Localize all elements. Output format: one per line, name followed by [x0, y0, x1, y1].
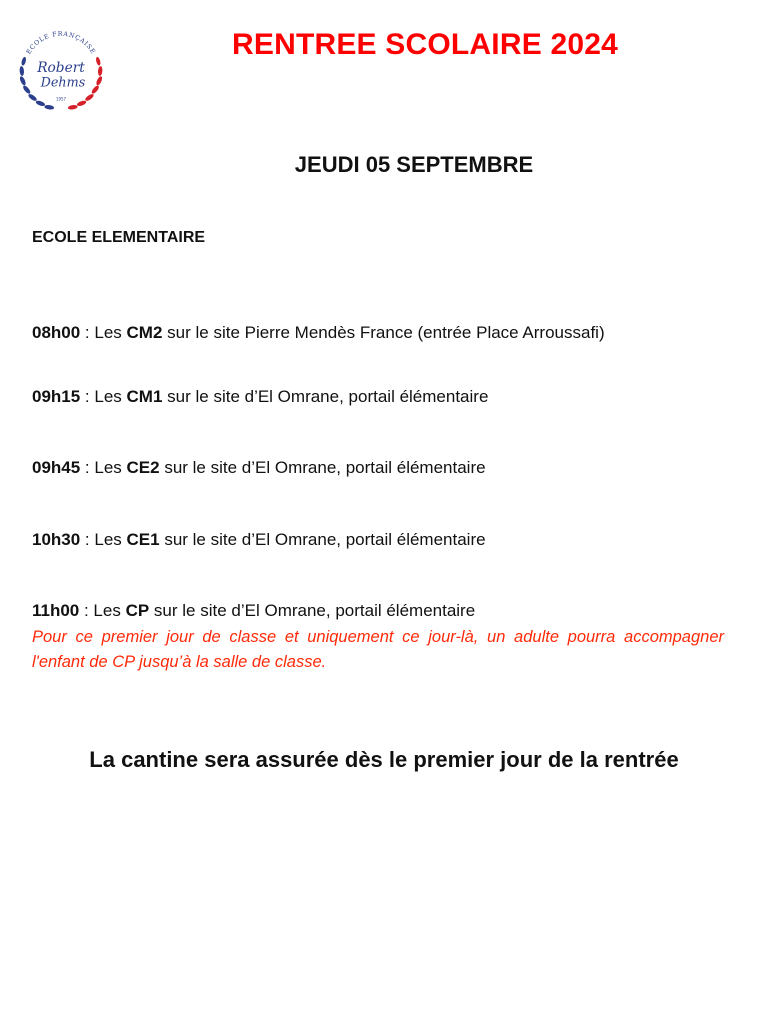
schedule-location: sur le site Pierre Mendès France (entrée Place Arroussafi)	[162, 323, 605, 342]
schedule-time: 09h45	[32, 458, 81, 477]
event-date: JEUDI 05 SEPTEMBRE	[294, 152, 534, 177]
schedule-class: CP	[125, 601, 150, 620]
page-title: RENTREE SCOLAIRE 2024	[232, 28, 618, 61]
schedule-sep: : Les	[80, 458, 127, 477]
schedule-row-ce2	[32, 458, 486, 478]
schedule-location: sur le site d’El Omrane, portail élémentaire	[162, 387, 489, 406]
school-logo	[12, 22, 110, 120]
logo-small-text: 1957	[56, 96, 66, 102]
logo-arc-text: ECOLE FRANÇAISE	[25, 30, 97, 56]
schedule-row-cm2	[32, 323, 605, 343]
cp-note: Pour ce premier jour de classe et uniquement ce jour-là, un adulte pourra accompagner l'enfant de CP jusqu’à la salle de classe.	[32, 628, 724, 671]
schedule-class: CM2	[126, 323, 163, 342]
cantine-note: La cantine sera assurée dès le premier jour de la rentrée	[89, 747, 679, 772]
schedule-location: sur le site d’El Omrane, portail élémentaire	[159, 458, 486, 477]
schedule-sep: : Les	[80, 530, 127, 549]
logo-signature-line1: Robert	[37, 59, 85, 76]
schedule-sep: : Les	[79, 601, 126, 620]
schedule-time: 10h30	[32, 530, 81, 549]
schedule-time: 11h00	[32, 601, 80, 620]
schedule-location: sur le site d’El Omrane, portail élémentaire	[159, 530, 486, 549]
schedule-row-cm1	[32, 387, 488, 407]
schedule-row-cp	[32, 601, 475, 621]
schedule-location: sur le site d’El Omrane, portail élémentaire	[149, 601, 476, 620]
section-title: ECOLE ELEMENTAIRE	[32, 229, 206, 246]
schedule-time: 09h15	[32, 387, 81, 406]
schedule-sep: : Les	[80, 323, 127, 342]
logo-signature-line2: Dehms	[40, 75, 86, 91]
schedule-class: CM1	[126, 387, 163, 406]
schedule-sep: : Les	[80, 387, 127, 406]
schedule-row-ce1	[32, 530, 486, 550]
schedule-time: 08h00	[32, 323, 81, 342]
schedule-class: CE2	[126, 458, 160, 477]
schedule-class: CE1	[126, 530, 160, 549]
